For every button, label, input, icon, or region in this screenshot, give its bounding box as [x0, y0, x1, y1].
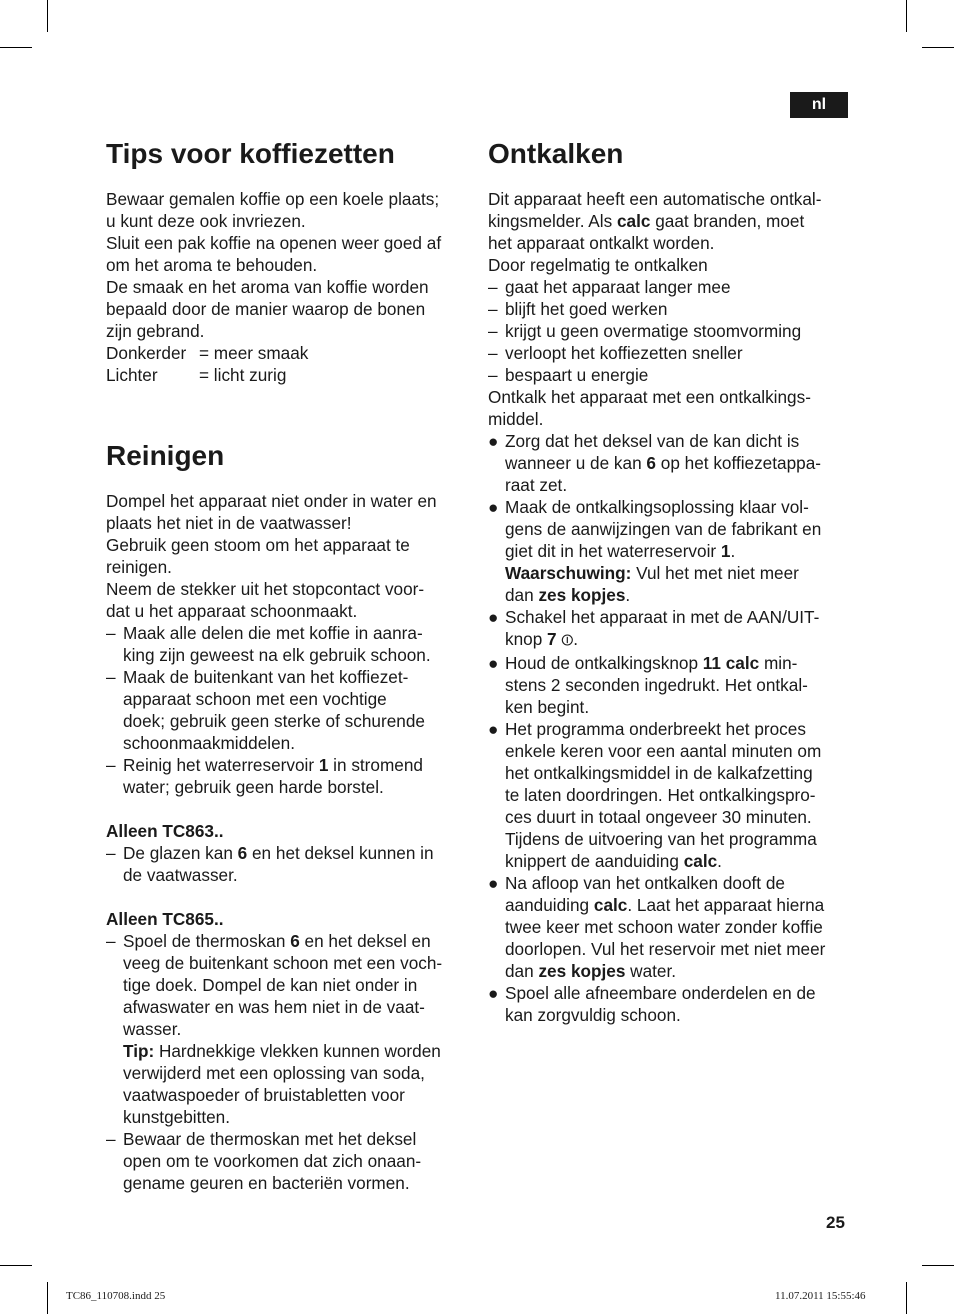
warning-label: Waarschuwing:: [505, 563, 632, 583]
list-item: – Maak de buitenkant van het koffiezet- apparaat schoon met een vochtige doek; gebruik geen sterke of schurende schoonmaakmiddelen.: [106, 667, 425, 753]
crop-mark: [47, 1282, 48, 1314]
reinigen-body: Dompel het apparaat niet onder in water en plaats het niet in de vaatwasser! Gebruik geen stoom om het apparaat te reinigen. Neem de stekker uit het stopcontact voor- dat u het apparaat schoonmaakt. – Maak alle delen die met koffie in aanra- king zijn geweest na elk gebruik schoon. – Maak de buitenkant van het koffiezet- apparaat schoon met een vochtige doek; gebruik geen sterke of schurende schoonmaakmiddelen. – Reinig het waterreservoir 1 in stromend water; gebruik geen harde borstel. Alleen TC863.. – De glazen kan 6 en het deksel kunnen in de vaatwasser. Alleen TC865.. – Spoel de thermoskan 6 en het deksel en veeg de buitenkant schoon met een voch- tige doek. Dompel de kan niet onder in afwaswater en was hem niet in de vaat- wasser. Tip: Hardnekkige vlekken kunnen worden verwijderd met een oplossing van soda, vaatwaspoeder of bruistabletten voor kunstgebitten. – Bewaar de thermoskan met het deksel open om te voorkomen dat zich onaan- gename geuren en bacteriën vormen.: [106, 490, 468, 1194]
tips-title: Tips voor koffiezetten: [106, 138, 395, 169]
list-item: – blijft het goed werken: [488, 299, 668, 319]
crop-mark: [906, 0, 907, 32]
crop-mark: [922, 47, 954, 48]
bullet-icon: ●: [488, 873, 499, 893]
list-item: ● Het programma onderbreekt het proces enkele keren voor een aantal minuten om het ontkalkingsmiddel in de kalkafzetting te laten doordringen. Het ontkalkingspro- ces duurt in totaal ongeveer 30 minuten. Tijdens de uitvoering van het programma knippert de aanduiding calc.: [488, 719, 822, 871]
footer-timestamp: 11.07.2011 15:55:46: [775, 1290, 866, 1302]
left-column: [106, 136, 468, 1194]
crop-mark: [906, 1282, 907, 1314]
list-item: – krijgt u geen overmatige stoomvorming: [488, 321, 802, 341]
list-item: – Spoel de thermoskan 6 en het deksel en veeg de buitenkant schoon met een voch- tige doek. Dompel de kan niet onder in afwaswater en was hem niet in de vaat- wasser. Tip: Hardnekkige vlekken kunnen worden verwijderd met een oplossing van soda, vaatwaspoeder of bruistabletten voor kunstgebitten.: [106, 931, 443, 1127]
bullet-icon: ●: [488, 497, 499, 517]
roast-row: Lichter = licht zurig: [106, 365, 287, 385]
tips-body: Bewaar gemalen koffie op een koele plaats; u kunt deze ook invriezen. Sluit een pak koffie na openen weer goed af om het aroma te behouden. De smaak en het aroma van koffie worden bepaald door de manier waarop de bonen zijn gebrand. Donkerder = meer smaak Lichter = licht zurig: [106, 188, 468, 386]
language-tab: nl: [790, 92, 848, 118]
right-column: [488, 136, 850, 1026]
roast-row: Donkerder = meer smaak: [106, 343, 309, 363]
ontkalken-title: Ontkalken: [488, 138, 624, 169]
reinigen-title: Reinigen: [106, 440, 225, 471]
list-item: ● Houd de ontkalkingsknop 11 calc min- stens 2 seconden ingedrukt. Het ontkal- ken begint.: [488, 653, 808, 717]
list-item: ● Spoel alle afneembare onderdelen en de kan zorgvuldig schoon.: [488, 983, 816, 1025]
list-item: – gaat het apparaat langer mee: [488, 277, 731, 297]
tc865-heading: Alleen TC865..: [106, 909, 224, 929]
bullet-icon: ●: [488, 431, 499, 451]
list-item: – bespaart u energie: [488, 365, 649, 385]
crop-mark: [0, 47, 32, 48]
list-item: ● Zorg dat het deksel van de kan dicht is wanneer u de kan 6 op het koffiezetappa- raat zet.: [488, 431, 821, 495]
bullet-icon: ●: [488, 719, 499, 739]
list-item: – Maak alle delen die met koffie in aanra- king zijn geweest na elk gebruik schoon.: [106, 623, 431, 665]
crop-mark: [0, 1265, 32, 1266]
list-item: – De glazen kan 6 en het deksel kunnen in de vaatwasser.: [106, 843, 434, 885]
list-item: ● Na afloop van het ontkalken dooft de aanduiding calc. Laat het apparaat hierna twee keer met schoon water zonder koffie doorlopen. Vul het reservoir met niet meer dan zes kopjes water.: [488, 873, 826, 981]
bullet-icon: ●: [488, 653, 499, 673]
list-item: – Bewaar de thermoskan met het deksel open om te voorkomen dat zich onaan- gename geuren en bacteriën vormen.: [106, 1129, 422, 1193]
bullet-icon: ●: [488, 607, 499, 627]
footer-file: TC86_110708.indd 25: [66, 1290, 166, 1302]
power-icon: ⏼: [561, 632, 574, 649]
ontkalken-body: Dit apparaat heeft een automatische ontkal- kingsmelder. Als calc gaat branden, moet het apparaat ontkalkt worden. Door regelmatig te ontkalken – gaat het apparaat langer mee – blijft het goed werken – krijgt u geen overmatige stoomvorming – verloopt het koffiezetten sneller – bespaart u energie Ontkalk het apparaat met een ontkalkings- middel. ● Zorg dat het deksel van de kan dicht is wanneer u de kan 6 op het koffiezetappa- raat zet. ● Maak de ontkalkingsoplossing klaar vol- gens de aanwijzingen van de fabrikant en giet dit in het waterreservoir 1. Waarschuwing: Vul het met niet meer dan zes kopjes. ● Schakel het apparaat in met de AAN/UIT- knop 7 ⏼. ● Houd de ontkalkingsknop 11 calc min- stens 2 seconden ingedrukt. Het ontkal- ken begint. ● Het programma onderbreekt het proces enkele keren voor een aantal minuten om het ontkalkingsmiddel in de kalkafzetting te laten doordringen. Het ontkalkingspro- ces duurt in totaal ongeveer 30 minuten. Tijdens de uitvoering van het programma knippert de aanduiding calc. ● Na afloop van het ontkalken dooft de aanduiding calc. Laat het apparaat hierna twee keer met schoon water zonder koffie doorlopen. Vul het reservoir met niet meer dan zes kopjes water. ● Spoel alle afneembare onderdelen en de kan zorgvuldig schoon.: [488, 188, 850, 1026]
list-item: ● Maak de ontkalkingsoplossing klaar vol- gens de aanwijzingen van de fabrikant en giet dit in het waterreservoir 1. Waarschuwing: Vul het met niet meer dan zes kopjes.: [488, 497, 822, 605]
list-item: – Reinig het waterreservoir 1 in stromend water; gebruik geen harde borstel.: [106, 755, 423, 797]
list-item: – verloopt het koffiezetten sneller: [488, 343, 743, 363]
tip-label: Tip:: [123, 1041, 155, 1061]
bullet-icon: ●: [488, 983, 499, 1003]
list-item: ● Schakel het apparaat in met de AAN/UIT- knop 7 ⏼.: [488, 606, 850, 652]
crop-mark: [922, 1265, 954, 1266]
crop-mark: [47, 0, 48, 32]
tc863-heading: Alleen TC863..: [106, 821, 224, 841]
page-number: 25: [826, 1213, 845, 1232]
